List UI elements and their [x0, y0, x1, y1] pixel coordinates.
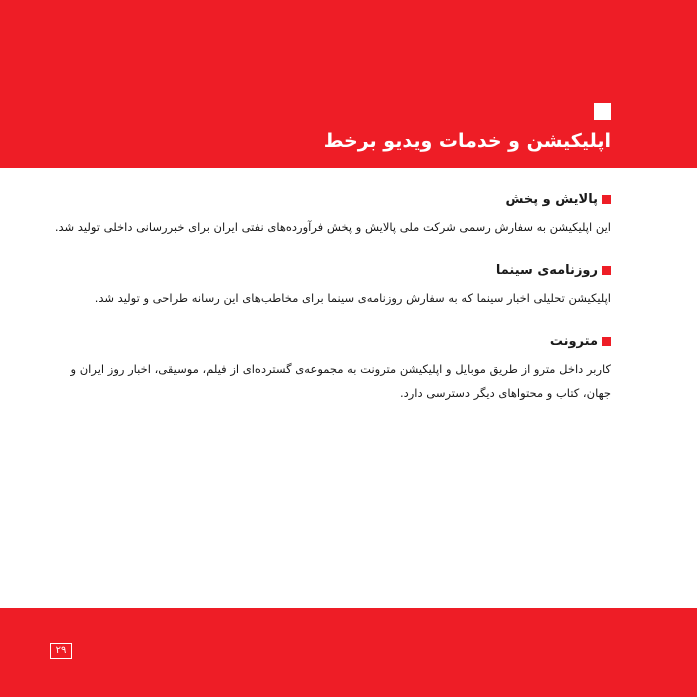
square-bullet-icon [602, 337, 611, 346]
section-palayesh [51, 190, 611, 239]
content [51, 190, 611, 427]
square-bullet-icon [602, 266, 611, 275]
section-title [51, 332, 611, 352]
section-title-text: پالایش و پخش [505, 192, 598, 207]
section-title [51, 190, 611, 210]
header-band [0, 0, 697, 168]
section-metronet [51, 332, 611, 405]
page-number: ۲۹ [50, 643, 72, 659]
section-title-text: روزنامه‌ی سینما [495, 263, 598, 278]
section-title [51, 261, 611, 281]
section-title-text: مترونت [549, 334, 598, 349]
section-body: این اپلیکیشن به سفارش رسمی شرکت ملی پالایش و پخش فرآورده‌های نفتی ایران برای خبررسانی داخلی تولید شد. [54, 220, 611, 234]
header-square-icon [594, 103, 611, 120]
section-body: اپلیکیشن تحلیلی اخبار سینما که به سفارش روزنامه‌ی سینما برای مخاطب‌های این رسانه طراحی و تولید شد. [94, 291, 611, 305]
square-bullet-icon [602, 195, 611, 204]
section-cinema [51, 261, 611, 310]
page-title: اپلیکیشن و خدمات ویدیو برخط [323, 130, 611, 152]
footer-band [0, 608, 697, 697]
section-body: کاربر داخل مترو از طریق موبایل و اپلیکیشن مترونت به مجموعه‌ی گسترده‌ای از فیلم، موسیقی، اخبار روز ایران و جهان، کتاب و محتواهای دیگر دسترسی دارد. [70, 362, 611, 400]
